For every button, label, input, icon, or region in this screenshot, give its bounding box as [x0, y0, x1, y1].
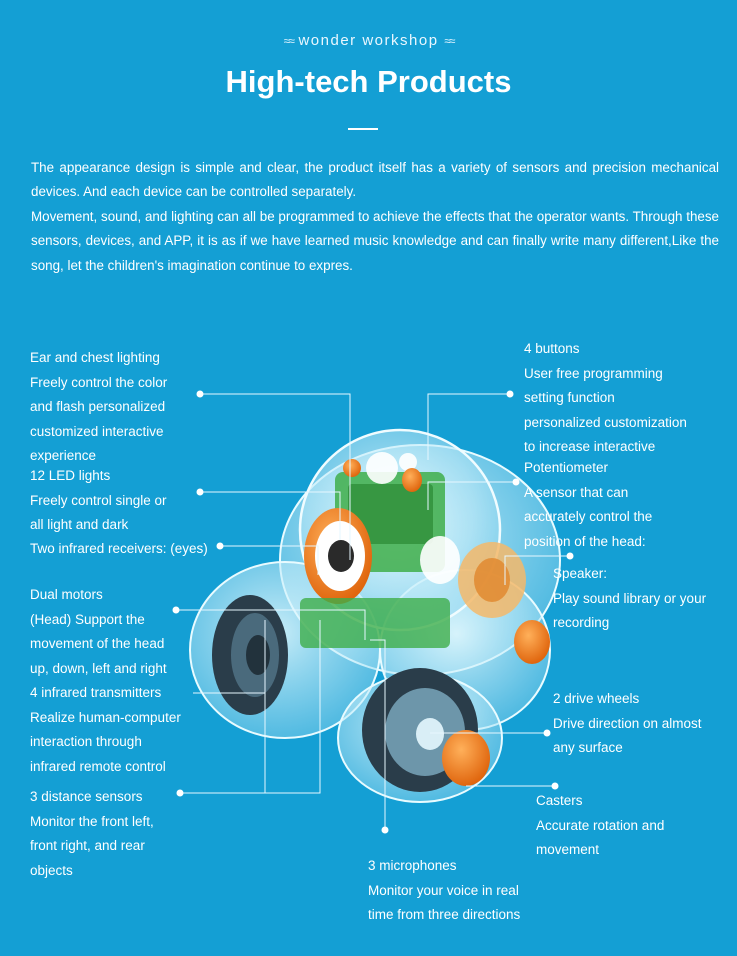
- feature-title: 3 distance sensors: [30, 789, 143, 804]
- feature-title: Casters: [536, 793, 583, 808]
- feature-desc-line: recording: [553, 615, 610, 630]
- feature-desc-line: Monitor your voice in real: [368, 882, 519, 898]
- feature-desc-line: (Head) Support the: [30, 611, 145, 627]
- feature-desc-line: personalized customization: [524, 414, 687, 430]
- feature-desc-line: and flash personalized: [30, 399, 166, 414]
- feature-desc-line: up, down, left and right: [30, 660, 167, 676]
- feature-title: 3 microphones: [368, 858, 457, 873]
- feature-title: Ear and chest lighting: [30, 350, 160, 365]
- feature-led-lights: [30, 464, 167, 538]
- feature-desc-line: Freely control single or: [30, 492, 167, 508]
- feature-title: Potentiometer: [524, 460, 609, 475]
- feature-infrared-receivers: [30, 537, 208, 562]
- feature-desc-line: accurately control the: [524, 509, 653, 524]
- feature-buttons: [524, 337, 687, 460]
- feature-desc-line: experience: [30, 448, 97, 463]
- brand-name: wonder workshop: [298, 32, 439, 49]
- feature-title: Two infrared receivers: (eyes): [30, 541, 208, 556]
- feature-desc-line: customized interactive: [30, 423, 164, 439]
- feature-title: 4 buttons: [524, 341, 580, 356]
- feature-microphones: [368, 854, 520, 928]
- robot-eye-icon: [304, 508, 372, 604]
- left-drive-wheel: [212, 595, 288, 715]
- feature-desc-line: interaction through: [30, 734, 142, 749]
- feature-desc-line: infrared remote control: [30, 758, 166, 774]
- button-top-icon: [402, 468, 422, 492]
- feature-potentiometer: [524, 456, 652, 554]
- feature-desc-line: front right, and rear: [30, 838, 145, 853]
- feature-desc-line: Accurate rotation and: [536, 817, 665, 833]
- feature-distance-sensors: [30, 785, 154, 883]
- feature-title: Speaker:: [553, 566, 608, 581]
- feature-desc-line: to increase interactive: [524, 439, 656, 454]
- feature-desc-line: any surface: [553, 740, 623, 755]
- wave-left-icon: ≈≈: [283, 34, 293, 48]
- feature-desc-line: time from three directions: [368, 907, 521, 922]
- feature-desc-line: Freely control the color: [30, 374, 168, 390]
- feature-desc-line: movement: [536, 842, 600, 857]
- feature-speaker: [553, 562, 706, 636]
- feature-desc-line: movement of the head: [30, 636, 165, 651]
- feature-desc-line: objects: [30, 862, 73, 878]
- feature-desc-line: position of the head:: [524, 533, 646, 549]
- feature-casters: [536, 789, 664, 863]
- feature-desc-line: User free programming: [524, 365, 663, 381]
- wave-right-icon: ≈≈: [444, 34, 454, 48]
- caster-front-icon: [442, 730, 490, 786]
- feature-desc-line: Drive direction on almost: [553, 715, 702, 731]
- feature-desc-line: Play sound library or your: [553, 590, 707, 606]
- intro-paragraph-2: Movement, sound, and lighting can all be programmed to achieve the effects that the operator wants. Through these sensors, devices, and APP, it is as if we have learned music knowledge and can finally write many different,Like the song, let the children's imagination continue to expres.: [31, 208, 719, 273]
- feature-title: 4 infrared transmitters: [30, 685, 162, 700]
- feature-title: 12 LED lights: [30, 468, 111, 483]
- caster-rear-icon: [514, 620, 550, 664]
- feature-ear-chest-lighting: [30, 346, 167, 469]
- feature-desc-line: Monitor the front left,: [30, 813, 154, 829]
- page-title: High-tech Products: [225, 64, 512, 99]
- feature-desc-line: Realize human-computer: [30, 709, 181, 725]
- feature-infrared-transmitters: [30, 681, 181, 779]
- feature-title: Dual motors: [30, 587, 103, 602]
- intro-paragraph-1: The appearance design is simple and clear, the product itself has a variety of sensors and precision mechanical devices. And each device can be controlled separately.: [31, 160, 719, 200]
- feature-desc-line: A sensor that can: [524, 484, 629, 500]
- feature-desc-line: setting function: [524, 390, 615, 405]
- feature-drive-wheels: [553, 687, 702, 761]
- feature-title: 2 drive wheels: [553, 691, 640, 706]
- feature-dual-motors: [30, 583, 167, 681]
- feature-desc-line: all light and dark: [30, 517, 129, 532]
